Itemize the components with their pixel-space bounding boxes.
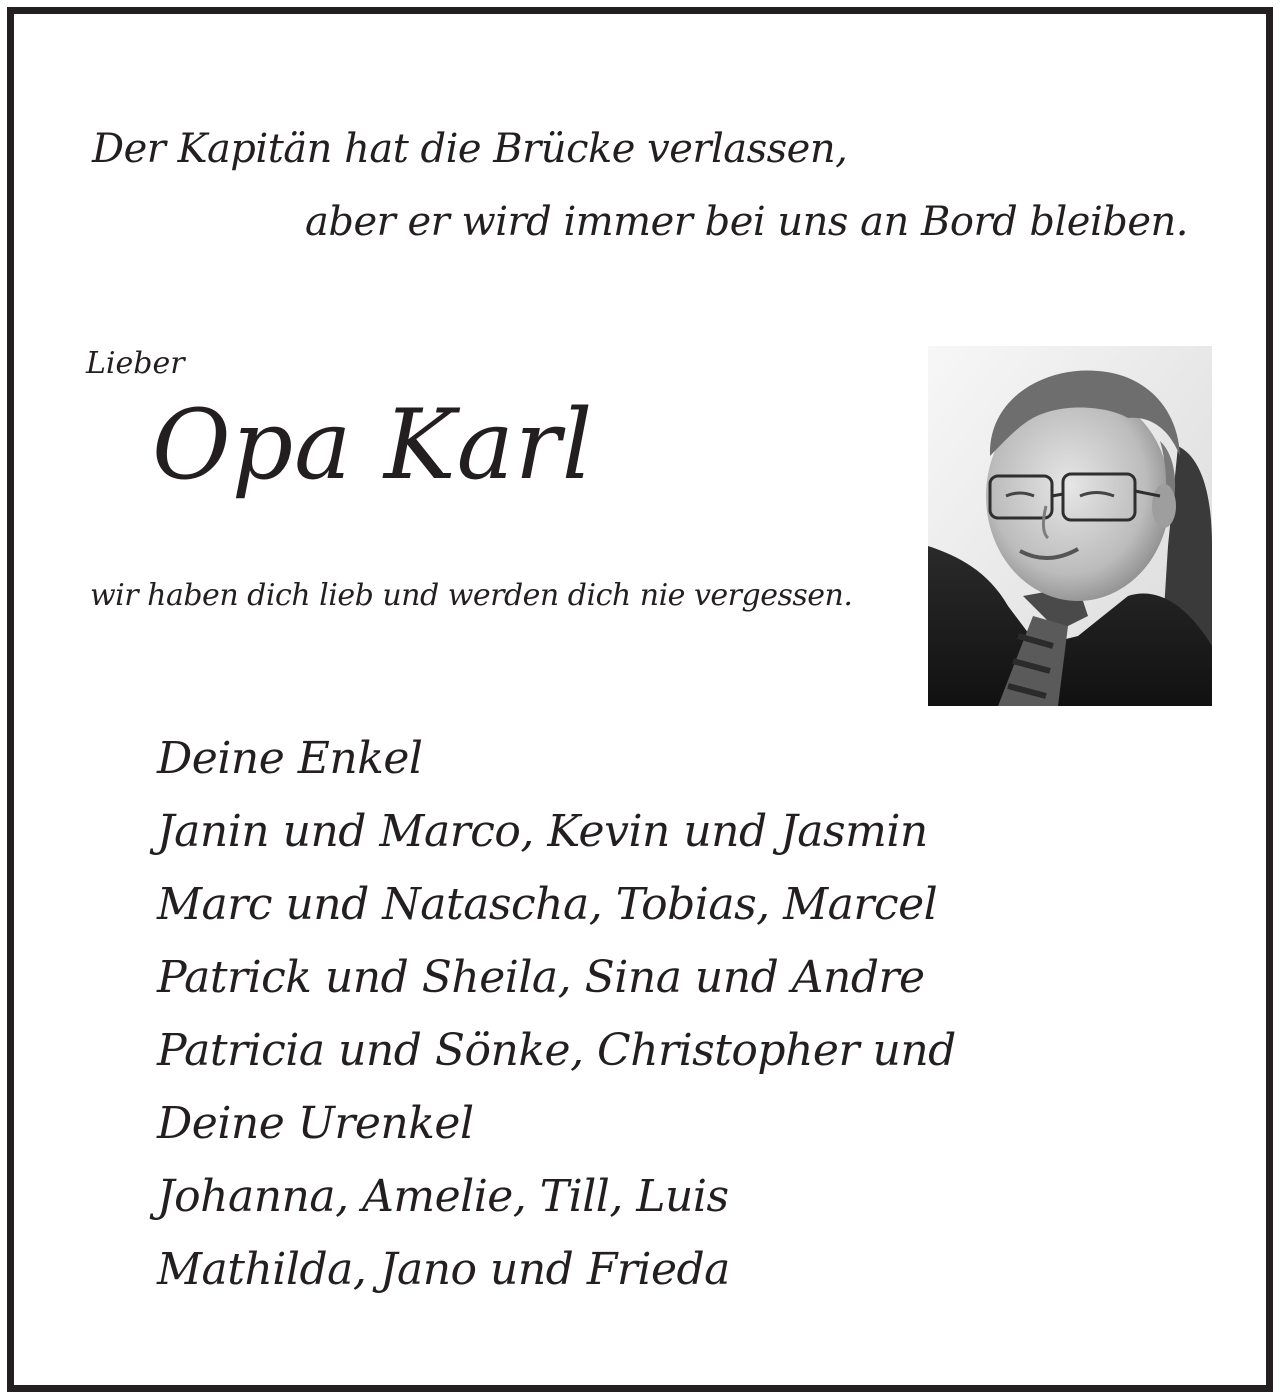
signatory-line: Janin und Marco, Kevin und Jasmin bbox=[157, 806, 928, 857]
signatory-line: Mathilda, Jano und Frieda bbox=[157, 1244, 730, 1295]
motto-line-2: aber er wird immer bei uns an Bord bleiben. bbox=[305, 199, 1189, 245]
signatories-list bbox=[157, 722, 956, 1306]
signatory-line: Deine Enkel bbox=[157, 733, 423, 784]
deceased-name: Opa Karl bbox=[152, 389, 594, 501]
signatory-line: Johanna, Amelie, Till, Luis bbox=[157, 1171, 729, 1222]
motto-line-1: Der Kapitän hat die Brücke verlassen, bbox=[92, 126, 848, 172]
portrait-image bbox=[928, 346, 1212, 706]
portrait-photo bbox=[928, 346, 1212, 706]
signatory-line: Patricia und Sönke, Christopher und bbox=[157, 1025, 956, 1076]
signatory-line: Marc und Natascha, Tobias, Marcel bbox=[157, 879, 938, 930]
farewell-line: wir haben dich lieb und werden dich nie vergessen. bbox=[90, 578, 853, 613]
salutation: Lieber bbox=[86, 346, 185, 381]
signatory-line: Deine Urenkel bbox=[157, 1098, 474, 1149]
signatory-line: Patrick und Sheila, Sina und Andre bbox=[157, 952, 925, 1003]
obituary-notice bbox=[7, 7, 1273, 1392]
